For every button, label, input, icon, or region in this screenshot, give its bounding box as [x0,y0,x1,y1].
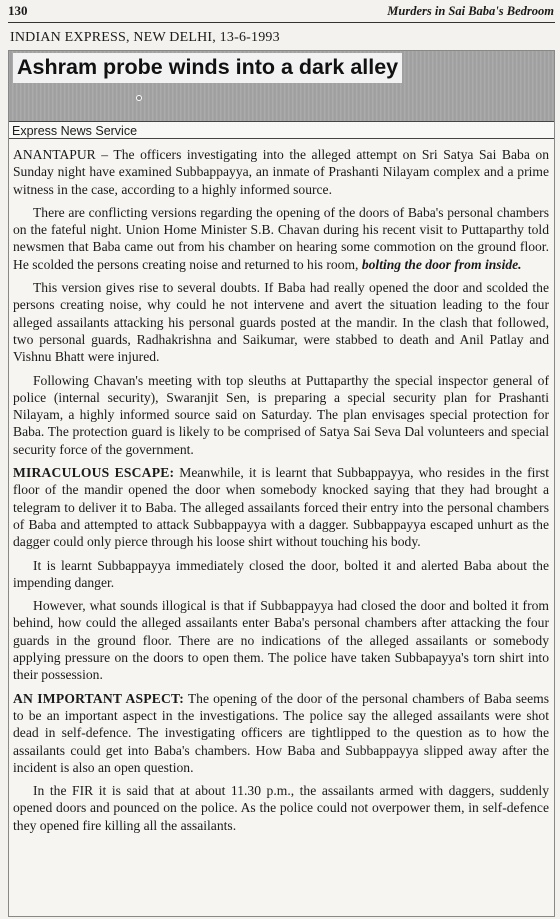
paragraph-8 [13,690,549,776]
byline: Express News Service [9,121,554,139]
paragraph-2-emphasis: bolting the door from inside. [361,256,522,272]
article-body [13,146,549,840]
paragraph-3: This version gives rise to several doubts. If Baba had really opened the door and scolded the persons creating noise, why could he not intervene and avert the situation leading to the four alleged assailants attacking his personal guards posted at the mandir. In the clash that followed, two personal guards, Radhakrishna and Saikumar, were stabbed to death and Anil Patlay and Vishnu Bhatt were injured. [13,280,549,365]
paragraph-2-text: There are conflicting versions regarding the opening of the doors of Baba's personal chambers on the fateful night. Union Home Minister S.B. Chavan during his recent visit to Puttaparthy told newsmen that Baba came out from his chamber on hearing some commotion on the ground floor. He scolded the persons creating noise and returned to his room, [13,204,549,272]
headline: Ashram probe winds into a dark alley [13,53,402,83]
paragraph-8-text: The opening of the door of the personal chambers of Baba seems to be an important aspect in the investigations. The police say the alleged assailants were shot dead in self-defence. The investigating officers are tightlipped to the question as to how the assailants could get into Baba's chambers. How Baba and Subbappayya slipped away after the incident is also an open question. [13,690,549,775]
paragraph-2 [13,204,549,273]
subhead-important-aspect: AN IMPORTANT ASPECT: [13,690,185,706]
headline-band [9,51,554,121]
paragraph-7: However, what sounds illogical is that if Subbappayya had closed the door and bolted it from behind, how could the alleged assailants enter Baba's personal chambers after attacking the four guards in the ground floor. There are no indications of the alleged assailants or somebody applying pressure on the doors to open them. The police have taken Subbapayya's torn shirt into their possession. [13,598,549,683]
clipping-source: INDIAN EXPRESS, NEW DELHI, 13-6-1993 [10,30,280,45]
paragraph-5-text: Meanwhile, it is learnt that Subbappayya, who resides in the first floor of the mandir opened the door when somebody knocked saying that they had brought a telegram to deliver it to Baba. The alleged assailants forced their entry into the personal chambers of Baba and attempted to attack Subbappayya with a dagger. Subbappayya escaped unhurt as the dagger could only pierce through his loose shirt without touching his body. [13,465,549,550]
paragraph-9: In the FIR it is said that at about 11.30 p.m., the assailants armed with daggers, suddenly opened doors and pounced on the police. As the police could not overpower them, in self-defence they opened fire killing all the assailants. [13,783,549,833]
header-rule [8,22,555,23]
paragraph-6: It is learnt Subbappayya immediately closed the door, bolted it and alerted Baba about the impending danger. [13,557,549,590]
paragraph-4: Following Chavan's meeting with top sleuths at Puttaparthy the special inspector general of police (internal security), Swaranjit Sen, is preparing a special security plan for Prashanti Nilayam, a highly informed source said on Saturday. The plan envisages special protection for Baba. The protection guard is likely to be comprised of Satya Sai Seva Dal volunteers and special security force of the government. [13,372,549,457]
paragraph-1: ANANTAPUR – The officers investigating into the alleged attempt on Sri Satya Sai Baba on Sunday night have examined Subbappayya, an inmate of Prashanti Nilayam complex and a prime witness in the case, according to a highly informed source. [13,147,549,197]
paragraph-5 [13,464,549,550]
newspaper-clipping [8,50,555,917]
running-title: Murders in Sai Baba's Bedroom [387,4,554,18]
subhead-miraculous-escape: MIRACULOUS ESCAPE: [13,465,175,481]
page-header [8,3,554,21]
page-number: 130 [8,3,28,18]
dot-marker [136,95,142,101]
